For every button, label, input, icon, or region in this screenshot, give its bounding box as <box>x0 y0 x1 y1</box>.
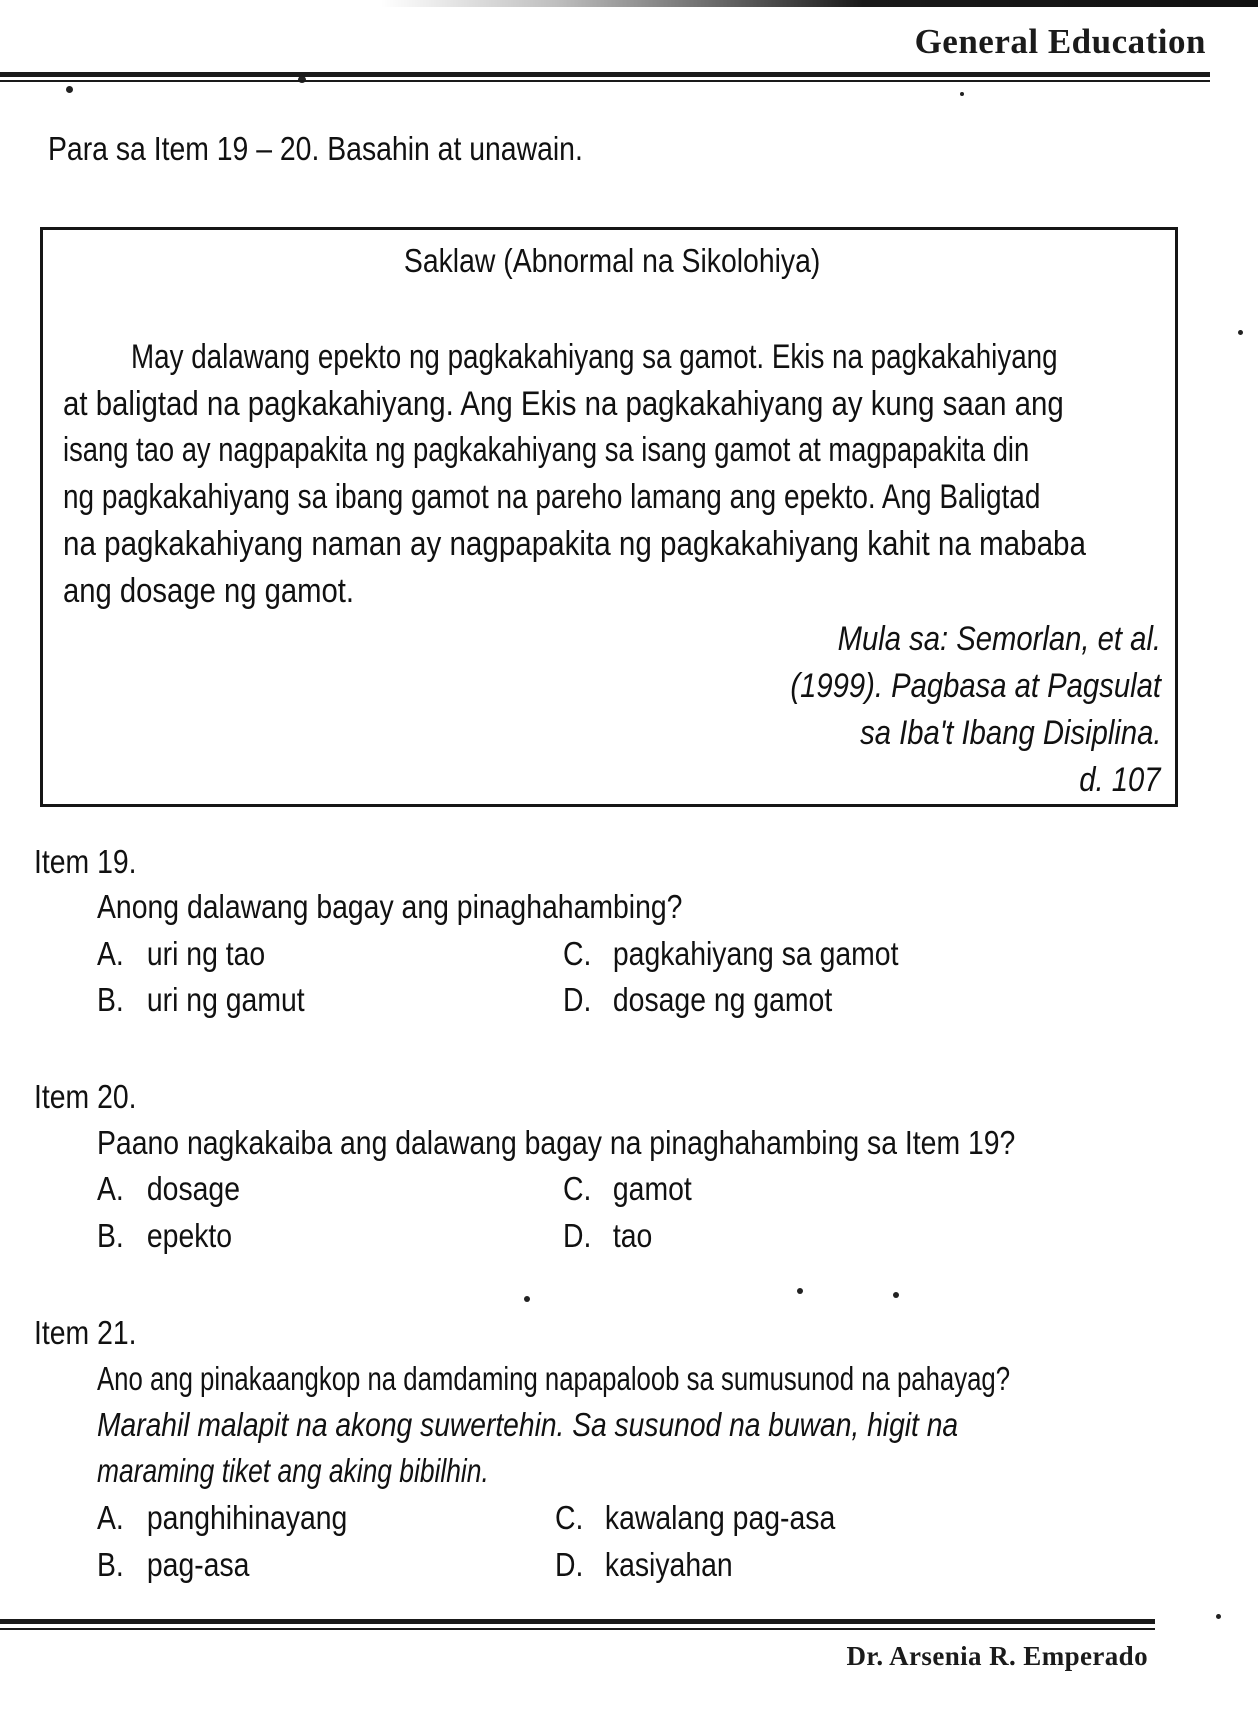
scan-speck <box>524 1296 530 1302</box>
item-21-statement-line: maraming tiket ang aking bibilhin. <box>97 1452 489 1489</box>
choice-text: gamot <box>612 1170 692 1207</box>
scan-speck <box>893 1292 899 1298</box>
item-21-statement-line: Marahil malapit na akong suwertehin. Sa susunod na buwan, higit na <box>97 1406 959 1443</box>
item-21-question: Ano ang pinakaangkop na damdaming napapaloob sa sumusunod na pahayag? <box>97 1360 1011 1397</box>
choice-letter: C. <box>555 1499 584 1536</box>
item-21-choice-c <box>555 1499 835 1537</box>
choice-text: dosage ng gamot <box>612 981 833 1018</box>
footer-rule-thin <box>0 1628 1155 1630</box>
choice-text: tao <box>612 1217 653 1254</box>
item-20-choice-d <box>563 1217 652 1255</box>
choice-letter: C. <box>563 1170 592 1207</box>
item-21-choice-d <box>555 1546 733 1584</box>
choice-letter: C. <box>563 935 592 972</box>
instruction-text: Para sa Item 19 – 20. Basahin at unawain. <box>48 130 583 167</box>
choice-text: epekto <box>146 1217 233 1254</box>
choice-letter: A. <box>97 1499 124 1536</box>
scan-speck <box>66 86 73 93</box>
choice-letter: B. <box>97 1217 124 1254</box>
choice-letter: B. <box>97 981 124 1018</box>
footer-author: Dr. Arsenia R. Emperado <box>846 1641 1148 1671</box>
scan-speck <box>1216 1614 1221 1619</box>
item-21-label: Item 21. <box>34 1314 137 1351</box>
item-20-choice-b <box>97 1217 232 1255</box>
passage-citation-line: d. 107 <box>1079 761 1161 799</box>
scan-speck <box>797 1288 803 1294</box>
passage-citation-line: sa Iba't Ibang Disiplina. <box>859 714 1161 752</box>
choice-text: uri ng gamut <box>146 981 305 1018</box>
passage-line: May dalawang epekto ng pagkakahiyang sa gamot. Ekis na pagkakahiyang <box>131 338 1058 376</box>
passage-line: ng pagkakahiyang sa ibang gamot na pareho lamang ang epekto. Ang Baligtad <box>63 478 1041 516</box>
item-19-choice-c <box>563 935 898 973</box>
choice-text: pagkahiyang sa gamot <box>612 935 899 972</box>
header-rule-thick <box>0 72 1210 77</box>
passage-line: isang tao ay nagpapakita ng pagkakahiyang sa isang gamot at magpapakita din <box>63 431 1030 469</box>
choice-text: uri ng tao <box>146 935 266 972</box>
item-19-label: Item 19. <box>34 843 137 880</box>
item-21-choice-a <box>97 1499 347 1537</box>
item-19-choice-b <box>97 981 305 1019</box>
choice-text: kawalang pag-asa <box>604 1499 836 1536</box>
passage-title: Saklaw (Abnormal na Sikolohiya) <box>403 242 821 279</box>
header-rule-thin <box>0 80 1210 82</box>
item-19-choice-d <box>563 981 832 1019</box>
passage-citation-line: Mula sa: Semorlan, et al. <box>837 620 1161 658</box>
item-20-choice-a <box>97 1170 240 1208</box>
choice-letter: D. <box>563 981 592 1018</box>
choice-text: pag-asa <box>146 1546 250 1583</box>
header-title: General Education <box>914 22 1206 61</box>
passage-citation-line: (1999). Pagbasa at Pagsulat <box>790 667 1161 705</box>
passage-line: ang dosage ng gamot. <box>63 572 355 610</box>
choice-letter: B. <box>97 1546 124 1583</box>
choice-text: dosage <box>146 1170 240 1207</box>
passage-line: na pagkakahiyang naman ay nagpapakita ng pagkakahiyang kahit na mababa <box>63 525 1086 563</box>
item-21-choice-b <box>97 1546 249 1584</box>
passage-line: at baligtad na pagkakahiyang. Ang Ekis na pagkakahiyang ay kung saan ang <box>63 385 1064 423</box>
item-19-choice-a <box>97 935 265 973</box>
item-20-choice-c <box>563 1170 692 1208</box>
item-19-question: Anong dalawang bagay ang pinaghahambing? <box>97 888 683 925</box>
item-20-label: Item 20. <box>34 1078 137 1115</box>
item-20-question: Paano nagkakaiba ang dalawang bagay na pinaghahambing sa Item 19? <box>97 1124 1016 1161</box>
scan-speck <box>960 92 964 96</box>
choice-letter: A. <box>97 935 124 972</box>
choice-letter: D. <box>555 1546 584 1583</box>
choice-letter: D. <box>563 1217 592 1254</box>
choice-letter: A. <box>97 1170 124 1207</box>
choice-text: panghihinayang <box>146 1499 348 1536</box>
footer-rule-thick <box>0 1619 1155 1624</box>
passage-box <box>40 227 1178 807</box>
scan-speck <box>1238 330 1243 335</box>
choice-text: kasiyahan <box>604 1546 733 1583</box>
scan-artifact-top <box>380 0 1258 7</box>
